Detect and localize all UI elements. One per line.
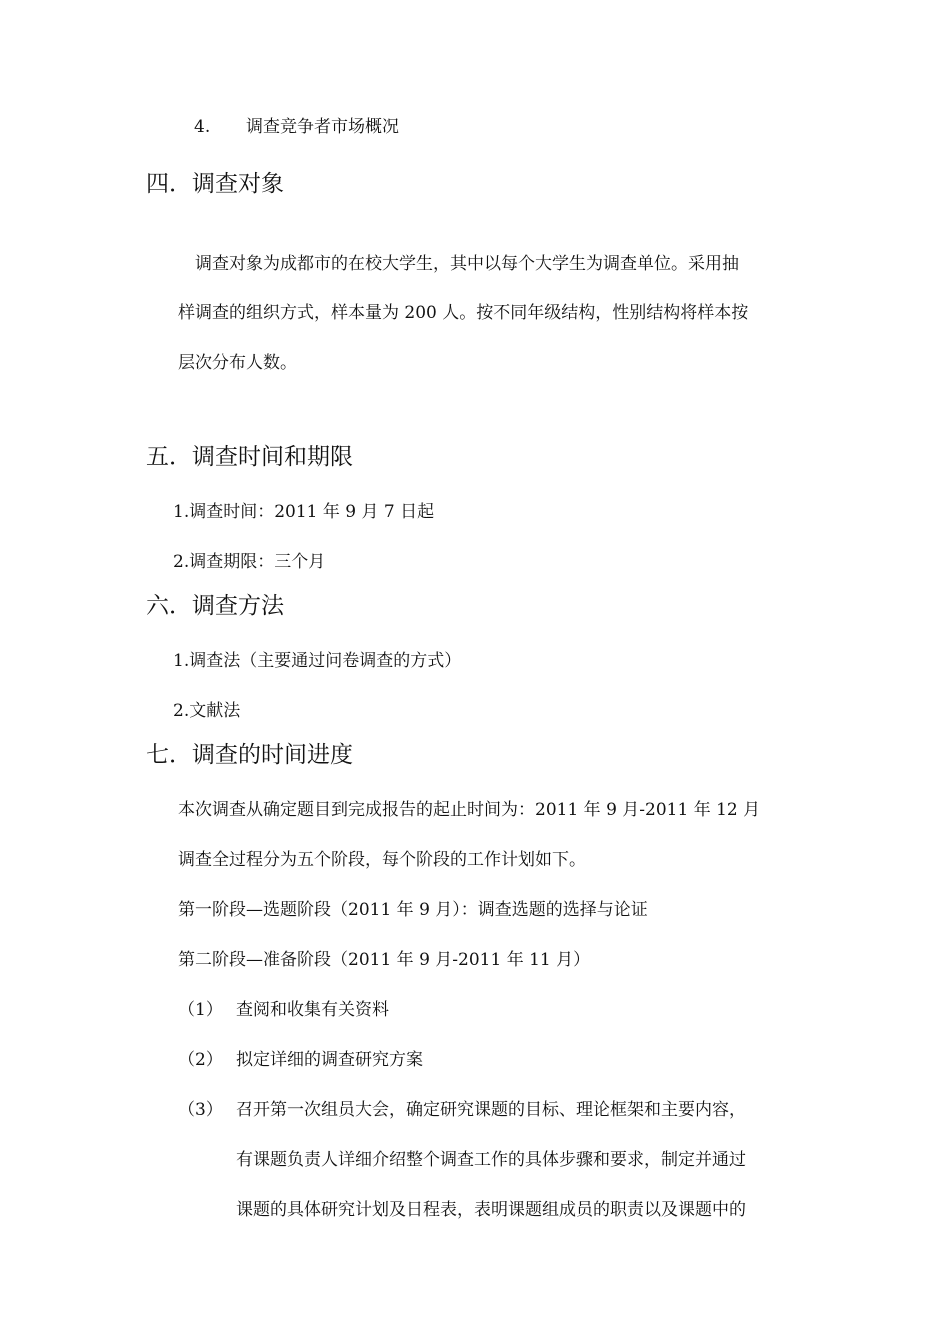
step-text-continued: 有课题负责人详细介绍整个调查工作的具体步骤和要求，制定并通过 <box>236 1150 746 1170</box>
step-number: （2） <box>178 1050 223 1070</box>
list-item-text: 调查竞争者市场概况 <box>246 117 399 137</box>
list-item-number: 4. <box>194 117 211 137</box>
step-item <box>178 1099 746 1121</box>
paragraph-line: 样调查的组织方式，样本量为 200 人。按不同年级结构，性别结构将样本按 <box>178 303 749 323</box>
step-text: 召开第一次组员大会，确定研究课题的目标、理论框架和主要内容， <box>236 1100 746 1120</box>
step-number: （3） <box>178 1100 223 1120</box>
paragraph-line: 第二阶段—准备阶段（2011 年 9 月-2011 年 11 月） <box>178 950 591 970</box>
step-text: 拟定详细的调查研究方案 <box>236 1050 423 1070</box>
section-heading-schedule: 七．调查的时间进度 <box>146 742 353 768</box>
list-item: 2.文献法 <box>173 701 241 721</box>
list-item: 1.调查法（主要通过问卷调查的方式） <box>173 651 462 671</box>
paragraph-line: 调查对象为成都市的在校大学生，其中以每个大学生为调查单位。采用抽 <box>195 254 739 274</box>
list-item: 1.调查时间：2011 年 9 月 7 日起 <box>173 502 435 522</box>
paragraph-line: 层次分布人数。 <box>178 353 297 373</box>
section-heading-survey-subjects: 四．调查对象 <box>146 171 284 197</box>
step-item <box>178 999 389 1021</box>
step-text-continued: 课题的具体研究计划及日程表，表明课题组成员的职责以及课题中的 <box>236 1200 746 1220</box>
section-heading-survey-time: 五．调查时间和期限 <box>146 444 353 470</box>
paragraph-line: 第一阶段—选题阶段（2011 年 9 月）：调查选题的选择与论证 <box>178 900 648 920</box>
paragraph-line: 本次调查从确定题目到完成报告的起止时间为：2011 年 9 月-2011 年 12 月 <box>178 800 761 820</box>
step-text: 查阅和收集有关资料 <box>236 1000 389 1020</box>
list-item-competitor-overview <box>194 116 399 138</box>
list-item: 2.调查期限：三个月 <box>173 552 326 572</box>
step-number: （1） <box>178 1000 223 1020</box>
paragraph-line: 调查全过程分为五个阶段，每个阶段的工作计划如下。 <box>178 850 586 870</box>
step-item <box>178 1049 423 1071</box>
section-heading-survey-methods: 六．调查方法 <box>146 593 284 619</box>
